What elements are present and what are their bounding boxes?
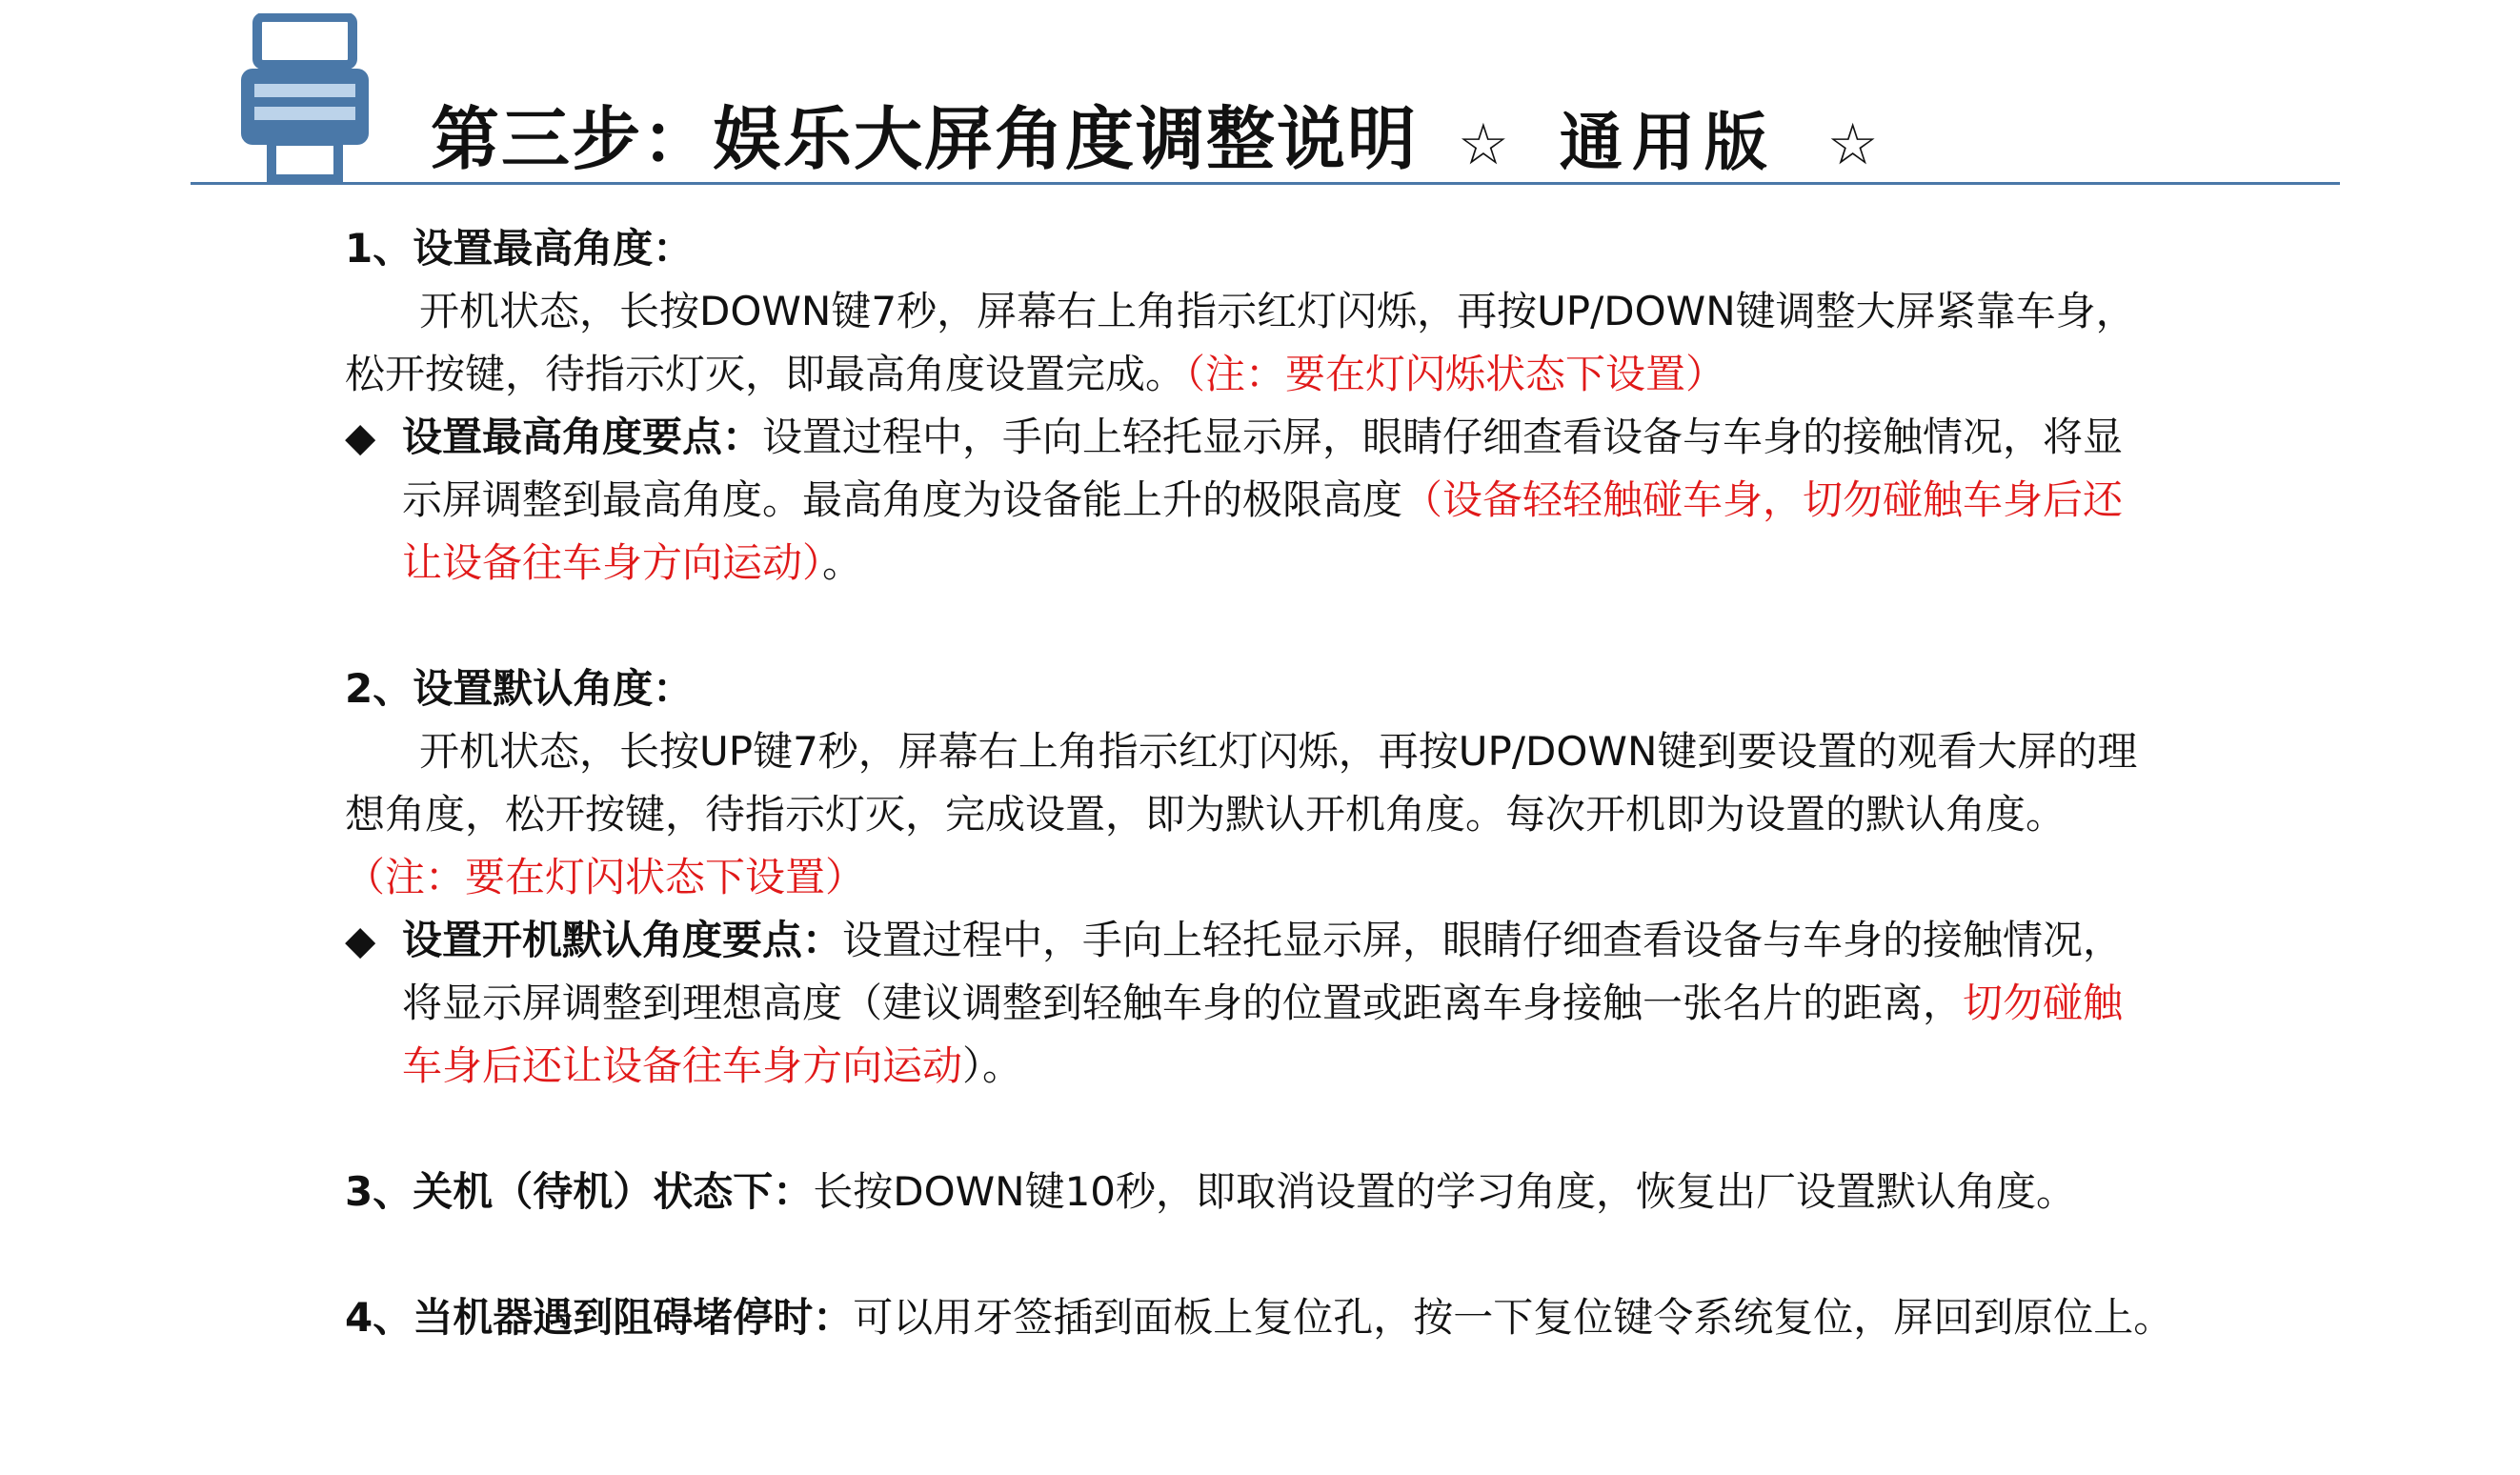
section-2-bullet-label: 设置开机默认角度要点： <box>402 917 843 963</box>
section-1-bullet-line-2-red: （设备轻轻触碰车身，切勿碰触车身后还 <box>1402 476 2124 523</box>
section-1-bullet-line-3-end: 。 <box>822 539 863 586</box>
section-2-bullet-line-3-red: 车身后还让设备往车身方向运动 <box>402 1042 963 1089</box>
printer-icon <box>233 13 376 183</box>
section-2-bullet-line-1: 设置过程中，手向上轻托显示屏，眼睛仔细查看设备与车身的接触情况， <box>842 917 2124 963</box>
section-1-bullet-label: 设置最高角度要点： <box>402 414 763 460</box>
section-2-bullet-line-2: 将显示屏调整到理想高度（建议调整到轻触车身的位置或距离车身接触一张名片的距离， <box>402 980 1964 1026</box>
section-1-bullet-line-2: 示屏调整到最高角度。最高角度为设备能上升的极限高度 <box>402 476 1403 523</box>
section-4 <box>345 1286 2174 1349</box>
section-3-heading: 3、关机（待机）状态下： <box>345 1168 814 1215</box>
diamond-bullet-icon: ◆ <box>345 917 376 963</box>
section-3-text: 长按DOWN键10秒，即取消设置的学习角度，恢复出厂设置默认角度。 <box>813 1168 2077 1215</box>
section-2-line-2: 想角度，松开按键，待指示灯灭，完成设置，即为默认开机角度。每次开机即为设置的默认角度。 <box>345 791 2066 838</box>
section-1-line-1: 开机状态，长按DOWN键7秒，屏幕右上角指示红灯闪烁，再按UP/DOWN键调整大屏紧靠车身， <box>419 288 2136 334</box>
section-1-line-2-text: 松开按键，待指示灯灭，即最高角度设置完成。 <box>345 351 1186 397</box>
diamond-bullet-icon: ◆ <box>345 414 376 460</box>
section-4-text: 可以用牙签插到面板上复位孔，按一下复位键令系统复位，屏回到原位上。 <box>853 1294 2174 1341</box>
section-4-heading: 4、当机器遇到阻碍堵停时： <box>345 1294 854 1341</box>
section-2-bullet-line-3-end: ）。 <box>962 1042 1023 1089</box>
section-1-line-2 <box>345 343 2174 406</box>
section-2-heading: 2、设置默认角度： <box>345 665 694 712</box>
section-1-heading: 1、设置最高角度： <box>345 225 694 272</box>
star-right-icon: ☆ <box>1826 111 1879 178</box>
section-2-note: （注：要在灯闪状态下设置） <box>345 854 866 900</box>
section-1-note: （注：要在灯闪烁状态下设置） <box>1185 351 1726 397</box>
header-divider <box>191 182 2340 185</box>
edition-badge <box>1458 91 1879 182</box>
section-2-bullet <box>345 909 2174 1098</box>
section-2-bullet-line-2-red: 切勿碰触 <box>1963 980 2124 1026</box>
instructions-body <box>345 217 2174 1349</box>
star-left-icon: ☆ <box>1458 111 1509 178</box>
section-2-line-1: 开机状态，长按UP键7秒，屏幕右上角指示红灯闪烁，再按UP/DOWN键到要设置的观看大屏的理 <box>419 728 2138 775</box>
edition-label: 通用版 <box>1559 106 1777 179</box>
page-title: 第三步：娱乐大屏角度调整说明 <box>431 99 1419 179</box>
section-1-bullet <box>345 406 2174 595</box>
section-3 <box>345 1161 2174 1223</box>
section-1-bullet-line-1: 设置过程中，手向上轻托显示屏，眼睛仔细查看设备与车身的接触情况，将显 <box>762 414 2124 460</box>
section-1-bullet-line-3-red: 让设备往车身方向运动） <box>402 539 823 586</box>
